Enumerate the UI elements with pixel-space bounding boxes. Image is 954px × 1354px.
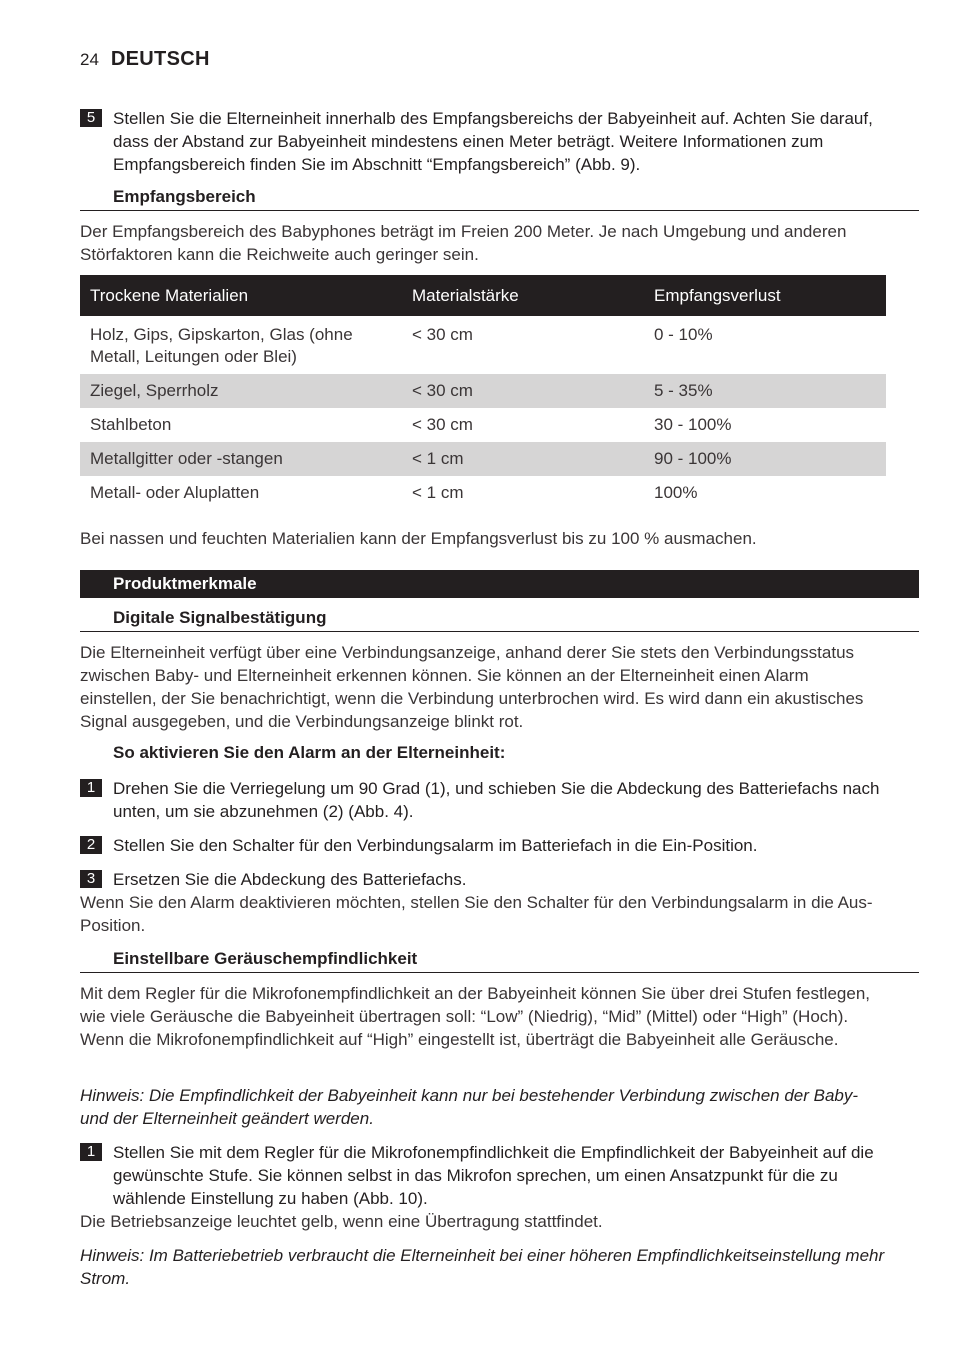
step-text: Stellen Sie mit dem Regler für die Mikrofonempfindlichkeit die Empfindlichkeit der Babyeinheit auf die gewünschte Stufe. Sie können selbst in das Mikrofon sprechen, um einen Ansatzpunkt für die zu wählende Einstellung zu haben (Abb. 10). — [113, 1143, 874, 1208]
table-cell: < 30 cm — [412, 325, 473, 344]
table-cell: Metall- oder Aluplatten — [90, 483, 260, 502]
step-badge: 3 — [80, 870, 102, 888]
alarm-step-3 — [80, 868, 886, 891]
step-badge: 5 — [80, 109, 102, 127]
range-intro: Der Empfangsbereich des Babyphones beträgt im Freien 200 Meter. Je nach Umgebung und anderen Störfaktoren kann die Reichweite auch geringer sein. — [80, 222, 847, 264]
step-badge: 2 — [80, 836, 102, 854]
sensitivity-note-2: Hinweis: Im Batteriebetrieb verbraucht die Elterneinheit bei einer höheren Empfindlichkeitseinstellung mehr Strom. — [80, 1246, 885, 1288]
step-text: Stellen Sie den Schalter für den Verbindungsalarm im Batteriefach in die Ein-Position. — [113, 836, 758, 855]
sensitivity-step-1 — [80, 1141, 886, 1210]
table-cell: < 1 cm — [412, 483, 464, 502]
range-table-wrap — [80, 275, 886, 510]
table-cell: 30 - 100% — [654, 415, 732, 434]
step-badge: 1 — [80, 779, 102, 797]
table-header-cell: Empfangsverlust — [644, 275, 886, 316]
alarm-step-1 — [80, 777, 886, 823]
step-text: Stellen Sie die Elterneinheit innerhalb des Empfangsbereichs der Babyeinheit auf. Achten Sie darauf, dass der Abstand zur Babyeinheit mindestens einen Meter beträgt. Weitere Informationen zum Empfangsbereich finden Sie im Abschnitt “Empfangsbereich” (Abb. 9). — [113, 109, 873, 174]
heading-signal: Digitale Signalbestätigung — [80, 607, 919, 632]
sensitivity-after: Die Betriebsanzeige leuchtet gelb, wenn eine Übertragung stattfindet. — [80, 1212, 603, 1231]
table-cell: 0 - 10% — [654, 325, 713, 344]
table-cell: Holz, Gips, Gipskarton, Glas (ohne Metall, Leitungen oder Blei) — [90, 325, 353, 366]
signal-text: Die Elterneinheit verfügt über eine Verbindungsanzeige, anhand derer Sie stets den Verbindungsstatus zwischen Baby- und Elterneinheit erkennen können. Sie können an der Elterneinheit einen Alarm einstellen, der Sie benachrichtigt, wenn die Verbindung unterbrochen wird. Es wird dann ein akustisches Signal ausgegeben, und die Verbindungsanzeige blinkt rot. — [80, 643, 864, 731]
alarm-after: Wenn Sie den Alarm deaktivieren möchten, stellen Sie den Schalter für den Verbindungsalarm in die Aus-Position. — [80, 893, 873, 935]
section-produktmerkmale: Produktmerkmale — [80, 570, 919, 598]
table-header-cell: Trockene Materialien — [80, 275, 402, 316]
table-cell: 5 - 35% — [644, 374, 886, 408]
table-cell: 100% — [654, 483, 698, 502]
heading-alarm: So aktivieren Sie den Alarm an der Elterneinheit: — [113, 743, 506, 762]
page-number: 24 — [80, 50, 99, 69]
page-header — [80, 48, 210, 71]
table-cell: < 30 cm — [412, 415, 473, 434]
heading-empfangsbereich: Empfangsbereich — [80, 186, 919, 211]
table-header-row — [80, 275, 886, 316]
step-text: Drehen Sie die Verriegelung um 90 Grad (1), und schieben Sie die Abdeckung des Batteriefachs nach unten, um sie abzunehmen (2) (Abb. 4). — [113, 779, 880, 821]
sensitivity-note-1: Hinweis: Die Empfindlichkeit der Babyeinheit kann nur bei bestehender Verbindung zwischen der Baby- und der Elterneinheit geändert werden. — [80, 1086, 859, 1128]
table-row — [80, 408, 886, 442]
table-cell: Metallgitter oder -stangen — [80, 442, 402, 476]
table-cell: Ziegel, Sperrholz — [80, 374, 402, 408]
range-outro: Bei nassen und feuchten Materialien kann der Empfangsverlust bis zu 100 % ausmachen. — [80, 529, 757, 548]
table-cell: Stahlbeton — [90, 415, 172, 434]
table-row — [80, 374, 886, 408]
table-header-cell: Materialstärke — [402, 275, 644, 316]
table-cell: < 1 cm — [402, 442, 644, 476]
alarm-step-2 — [80, 834, 886, 857]
language-label: DEUTSCH — [110, 48, 210, 70]
heading-sensitivity: Einstellbare Geräuschempfindlichkeit — [80, 948, 919, 973]
table-cell: 90 - 100% — [644, 442, 886, 476]
step-5 — [80, 107, 886, 176]
table-cell: < 30 cm — [402, 374, 644, 408]
step-text: Ersetzen Sie die Abdeckung des Batteriefachs. — [113, 870, 467, 889]
table-row — [80, 316, 886, 374]
range-table — [80, 275, 886, 510]
sensitivity-text: Mit dem Regler für die Mikrofonempfindlichkeit an der Babyeinheit können Sie über drei Stufen festlegen, wie viele Geräusche die Babyeinheit übertragen soll: “Low” (Niedrig), “Mid” (Mittel) oder “High” (Hoch). Wenn die Mikrofonempfindlichkeit auf “High” eingestellt ist, überträgt die Babyeinheit alle Geräusche. — [80, 984, 870, 1049]
step-badge: 1 — [80, 1143, 102, 1161]
table-row — [80, 476, 886, 510]
table-row — [80, 442, 886, 476]
